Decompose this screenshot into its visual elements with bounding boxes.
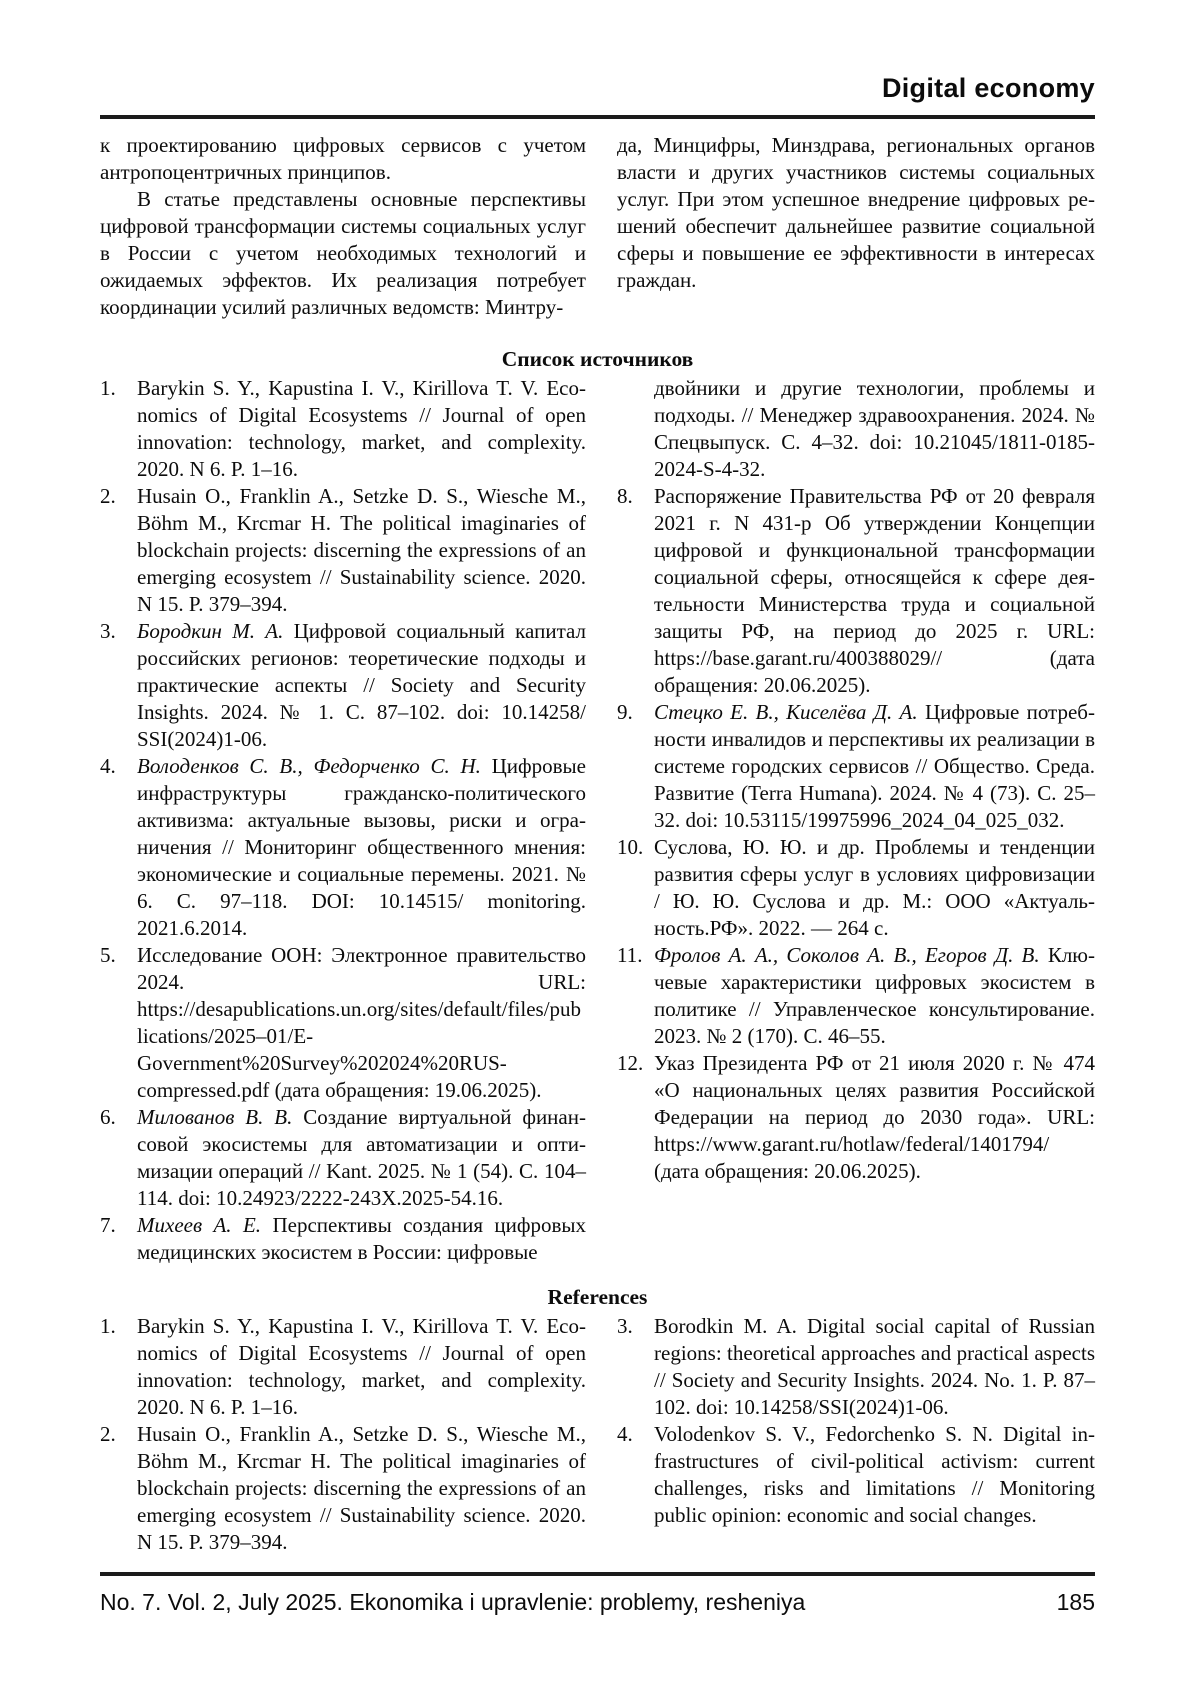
reference-item [617, 699, 1095, 834]
reference-number: 10. [617, 835, 644, 859]
reference-item [100, 942, 586, 1104]
reference-authors-italic: Михеев А. Е. [137, 1213, 262, 1237]
reference-number: 2. [100, 1422, 116, 1446]
reference-item [100, 1104, 586, 1212]
reference-text: Перспективы создания цифровых медицинских экосистем в России: цифровые [137, 1213, 586, 1264]
reference-text: Husain O., Franklin A., Setzke D. S., Wiesche M., Böhm M., Krcmar H. The political imaginaries of blockchain projects: discerning the expressions of an emerging ecosystem // Sustainability science. 2020. N 15. P. 379–394. [137, 484, 586, 616]
running-head: Digital economy [881, 73, 1095, 103]
reference-number: 3. [617, 1314, 633, 1338]
reference-number: 2. [100, 484, 116, 508]
reference-item [617, 1421, 1095, 1529]
reference-item [617, 942, 1095, 1050]
reference-number: 4. [617, 1422, 633, 1446]
sources-list [100, 375, 1095, 1266]
reference-item [100, 618, 586, 753]
reference-authors-italic: Стецко Е. В., Киселёва Д. А. [654, 700, 918, 724]
reference-text: Суслова, Ю. Ю. и др. Проблемы и тенденции развития сферы услуг в условиях цифровизации / Ю. Ю. Суслова и др. М.: ООО «Актуальность.РФ». 2022. — 264 с. [654, 835, 1095, 940]
intro-paragraph: к проектированию цифровых сервисов с учетом антропоцентричных принципов. [100, 133, 586, 184]
reference-authors-italic: Милованов В. В. [137, 1105, 293, 1129]
intro-column-left [100, 132, 586, 321]
reference-text: Ключевые характеристики цифровых экосистем в политике // Управленческое консультирование. 2023. № 2 (170). С. 46–55. [654, 943, 1095, 1048]
intro-paragraph: В статье представлены основные перспективы цифровой трансформации системы социальных услуг в России с учетом необходимых технологий и ожидаемых эффектов. Их реализация потребует координации усилий различных ведомств: Минтру- [100, 187, 586, 319]
sources-list-right [617, 375, 1095, 1266]
reference-authors-italic: Фролов А. А., Соколов А. В., Егоров Д. В. [654, 943, 1040, 967]
reference-number: 11. [617, 943, 643, 967]
reference-number: 4. [100, 754, 116, 778]
reference-item [617, 1313, 1095, 1421]
reference-item [100, 1212, 586, 1266]
reference-item [100, 483, 586, 618]
reference-item [100, 753, 586, 942]
reference-item [617, 1050, 1095, 1185]
reference-authors-italic: Бородкин М. А. [137, 619, 284, 643]
reference-item [100, 1313, 586, 1421]
reference-item [617, 834, 1095, 942]
reference-text: Исследование ООН: Электронное правительство 2024. URL: https://desapublications.un.org/sites/default/files/publications/2025–01/E-Government%20Survey%202024%20RUS-compressed.pdf (дата обращения: 19.06.2025). [137, 943, 586, 1102]
reference-text: Barykin S. Y., Kapustina I. V., Kirillova T. V. Economics of Digital Ecosystems // Journal of open innovation: technology, market, and complexity. 2020. N 6. P. 1–16. [137, 1314, 586, 1419]
references-heading: References [547, 1285, 648, 1309]
reference-text: Barykin S. Y., Kapustina I. V., Kirillova T. V. Economics of Digital Ecosystems // Journal of open innovation: technology, market, and complexity. 2020. N 6. P. 1–16. [137, 376, 586, 481]
reference-text: Borodkin M. A. Digital social capital of Russian regions: theoretical approaches and practical aspects // Society and Security Insights. 2024. No. 1. P. 87–102. doi: 10.14258/SSI(2024)1-06. [654, 1314, 1095, 1419]
reference-text: Указ Президента РФ от 21 июля 2020 г. № 474 «О национальных целях развития Российской Федерации на период до 2030 года». URL: https://www.garant.ru/hotlaw/federal/1401794/ (дата обращения: 20.06.2025). [654, 1051, 1095, 1183]
reference-item [617, 483, 1095, 699]
reference-number: 3. [100, 619, 116, 643]
reference-text: Распоряжение Правительства РФ от 20 февраля 2021 г. N 431-р Об утверждении Концепции цифровой и функциональной трансформации социальной сферы, относящейся к сфере деятельности Министерства труда и социальной защиты РФ, на период до 2025 г. URL: https://base.garant.ru/400388029// (дата обращения: 20.06.2025). [654, 484, 1095, 697]
reference-text: Цифровые инфраструктуры гражданско-политического активизма: актуальные вызовы, риски и ограничения // Мониторинг общественного мнения: экономические и социальные перемены. 2021. № 6. С. 97–118. DOI: 10.14515/ monitoring. 2021.6.2014. [137, 754, 586, 940]
reference-text: двойники и другие технологии, проблемы и подходы. // Менеджер здравоохранения. 2024. № Спецвыпуск. С. 4–32. doi: 10.21045/1811-0185-2024-S-4-32. [654, 376, 1095, 481]
reference-number: 12. [617, 1051, 644, 1075]
sources-list-left [100, 375, 586, 1266]
reference-item [100, 1421, 586, 1556]
reference-text: Цифровые потребности инвалидов и перспективы их реализации в системе городских сервисов // Общество. Среда. Развитие (Terra Humana). 2024. № 4 (73). С. 25–32. doi: 10.53115/19975996_2024_04_025_032. [654, 700, 1095, 832]
reference-number: 7. [100, 1213, 116, 1237]
reference-number: 1. [100, 376, 116, 400]
page-footer [100, 1572, 1095, 1615]
footer-journal-line: No. 7. Vol. 2, July 2025. Ekonomika i upravlenie: problemy, resheniya [100, 1589, 806, 1615]
reference-text: Volodenkov S. V., Fedorchenko S. N. Digital infrastructures of civil-political activism: current challenges, risks and limitations // Monitoring public opinion: economic and social changes. [654, 1422, 1095, 1527]
reference-number: 6. [100, 1105, 116, 1129]
reference-item [617, 375, 1095, 483]
references-list [100, 1313, 1095, 1556]
reference-number: 5. [100, 943, 116, 967]
references-list-right [617, 1313, 1095, 1556]
reference-number: 9. [617, 700, 633, 724]
reference-text: Цифровой социальный капитал российских регионов: теоретические подходы и практические аспекты // Society and Security Insights. 2024. № 1. С. 87–102. doi: 10.14258/ SSI(2024)1-06. [137, 619, 586, 751]
reference-text: Husain O., Franklin A., Setzke D. S., Wiesche M., Böhm M., Krcmar H. The political imaginaries of blockchain projects: discerning the expressions of an emerging ecosystem // Sustainability science. 2020. N 15. P. 379–394. [137, 1422, 586, 1554]
reference-number: 8. [617, 484, 633, 508]
reference-text: Создание виртуальной финансовой экосистемы для автоматизации и оптимизации операций // Kant. 2025. № 1 (54). С. 104–114. doi: 10.24923/2222-243X.2025-54.16. [137, 1105, 586, 1210]
reference-item [100, 375, 586, 483]
intro-paragraph: да, Минцифры, Минздрава, региональных органов власти и других участников системы социальных услуг. При этом успешное внедрение цифровых решений обеспечит дальнейшее развитие социальной сферы и повышение ее эффективности в интересах граждан. [617, 133, 1095, 292]
page-number: 185 [1056, 1589, 1095, 1615]
intro-section [100, 132, 1095, 321]
sources-heading: Список источников [501, 347, 694, 371]
reference-authors-italic: Володенков С. В., Федорченко С. Н. [137, 754, 481, 778]
references-list-left [100, 1313, 586, 1556]
reference-number: 1. [100, 1314, 116, 1338]
header-rule [100, 115, 1095, 119]
intro-column-right [617, 132, 1095, 321]
